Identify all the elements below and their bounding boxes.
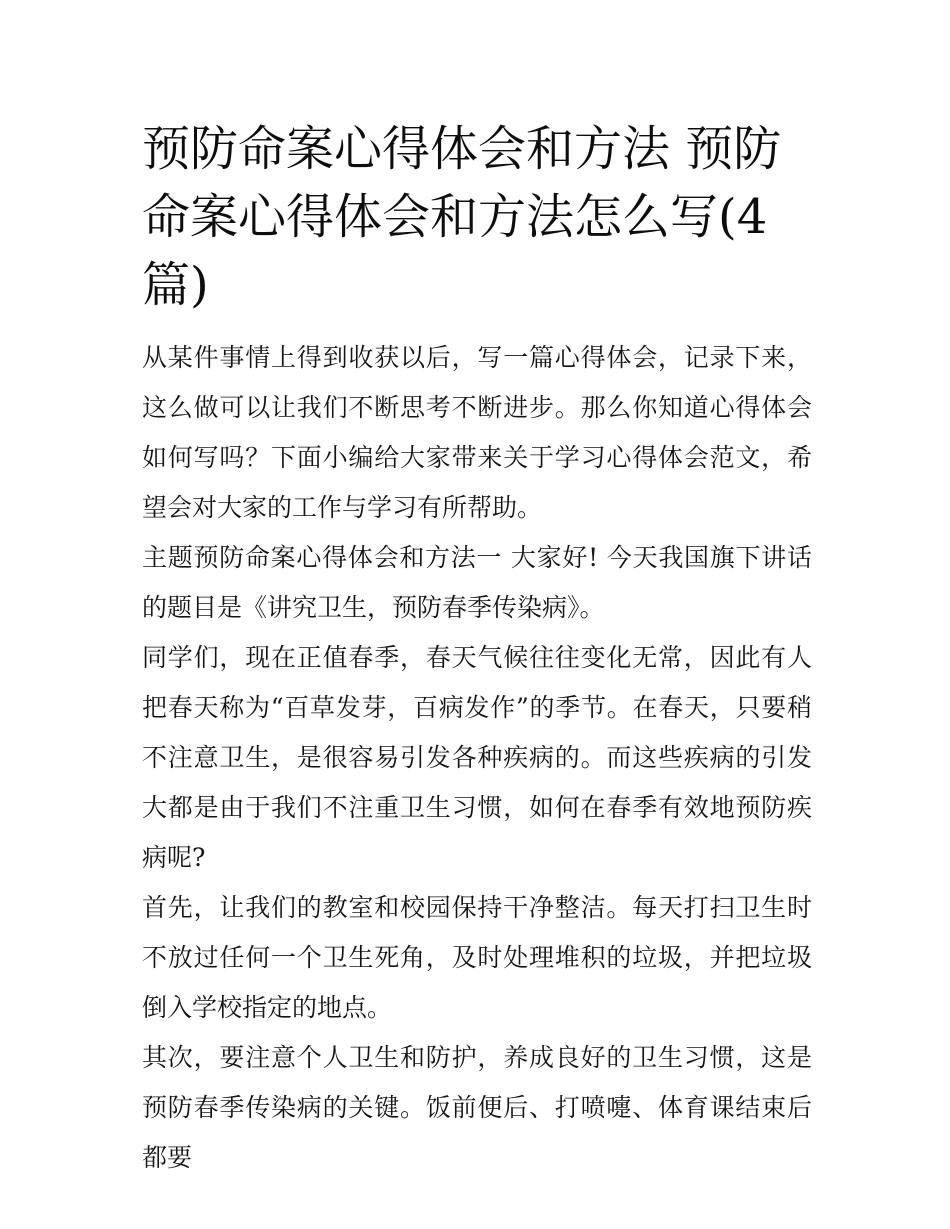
document-body [142, 115, 812, 1183]
paragraph-intro: 从某件事情上得到收获以后，写一篇心得体会，记录下来，这么做可以让我们不断思考不断进步。那么你知道心得体会如何写吗？下面小编给大家带来关于学习心得体会范文，希望会对大家的工作与学习有所帮助。 [142, 343, 812, 522]
document-title: 预防命案心得体会和方法 预防命案心得体会和方法怎么写(4篇) [142, 121, 782, 313]
paragraph-topic: 主题预防命案心得体会和方法一 大家好! 今天我国旗下讲话的题目是《讲究卫生，预防春季传染病》。 [142, 543, 812, 622]
paragraph-first: 首先，让我们的教室和校园保持干净整洁。每天打扫卫生时不放过任何一个卫生死角，及时处理堆积的垃圾，并把垃圾倒入学校指定的地点。 [142, 893, 812, 1022]
paragraph-second: 其次，要注意个人卫生和防护，养成良好的卫生习惯，这是预防春季传染病的关键。饭前便后、打喷嚏、体育课结束后都要 [142, 1043, 812, 1172]
paragraph-spring: 同学们，现在正值春季，春天气候往往变化无常，因此有人把春天称为“百草发芽，百病发作”的季节。在春天，只要稍不注意卫生，是很容易引发各种疾病的。而这些疾病的引发大都是由于我们不注重卫生习惯，如何在春季有效地预防疾病呢? [142, 643, 812, 872]
